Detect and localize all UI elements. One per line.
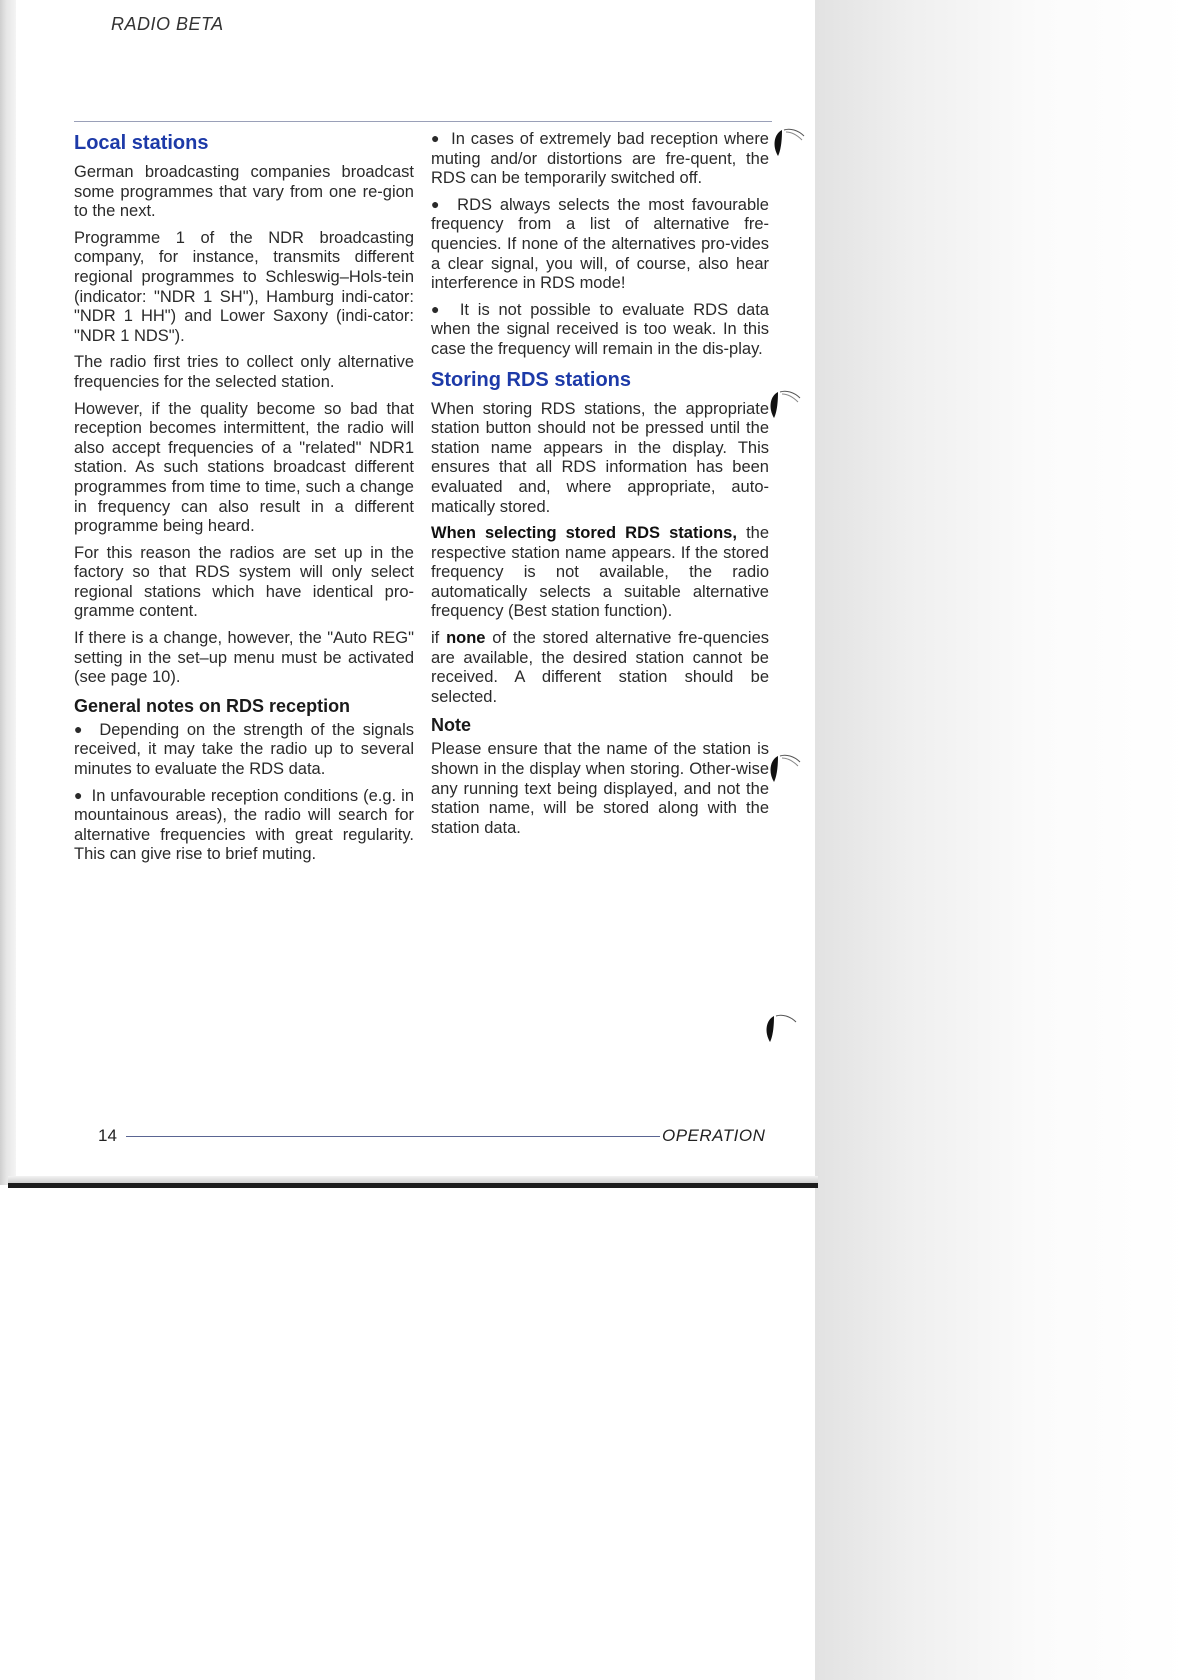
- selecting-text: the respective station name appears. If the stored frequency is not available, the radio automatically selects a suitable alternative frequency (Best station function).: [431, 524, 769, 621]
- paragraph: [431, 629, 769, 707]
- paragraph: If there is a change, however, the "Auto REG" setting in the set–up menu must be activated (see page 10).: [74, 629, 414, 687]
- local-stations-heading: Local stations: [74, 132, 209, 154]
- paragraph: Please ensure that the name of the station is shown in the display when storing. Other-wise any running text being displayed, and not the station name, will be stored along with the station data.: [431, 740, 769, 837]
- bullet-item: [431, 196, 769, 294]
- margin-marker-icon: [768, 124, 808, 164]
- bullet-text: In unfavourable reception conditions (e.g. in mountainous areas), the radio will search for alternative frequencies with great regularity. This can give rise to brief muting.: [74, 786, 414, 864]
- paragraph: However, if the quality become so bad that reception becomes intermittent, the radio will also accept frequencies of a "related" NDR1 station. As such stations broadcast different programmes from time to time, such a change in frequency can also result in a different programme being heard.: [74, 399, 414, 536]
- page-shadow: [815, 0, 1188, 1680]
- bullet-text: It is not possible to evaluate RDS data when the signal received is too weak. In this case the frequency will remain in the dis-play.: [431, 300, 769, 358]
- footer-rule: [126, 1136, 660, 1137]
- paragraph: When storing RDS stations, the appropriate station button should not be pressed until the station name appears in the display. This ensures that all RDS information has been evaluated and, where appropriate, auto-matically stored.: [431, 399, 769, 516]
- paragraph: For this reason the radios are set up in the factory so that RDS system will only select regional stations which have identical pro-gramme content.: [74, 543, 414, 621]
- paragraph: German broadcasting companies broadcast some programmes that vary from one re-gion to the next.: [74, 163, 414, 221]
- page-binding: [0, 0, 16, 1185]
- bullet-item: [431, 130, 769, 189]
- none-emphasis: none: [446, 629, 486, 648]
- bullet-text: Depending on the strength of the signals received, it may take the radio up to several minutes to evaluate the RDS data.: [74, 720, 414, 779]
- page-number: 14: [98, 1126, 117, 1145]
- bullet-item: [431, 301, 769, 360]
- general-notes-heading: General notes on RDS reception: [74, 695, 351, 716]
- page-bottom-edge: [8, 1183, 818, 1188]
- section-title: OPERATION: [662, 1126, 766, 1145]
- bullet-item: [74, 787, 414, 865]
- if-text: if: [431, 629, 440, 648]
- paragraph-text: of the stored alternative fre-quencies are available, the desired station cannot be received. A different station should be selected.: [431, 629, 769, 706]
- page-edge-highlight: [8, 1176, 818, 1183]
- margin-marker-icon: [764, 750, 804, 790]
- margin-marker-icon: [764, 386, 804, 426]
- left-column: [74, 130, 414, 872]
- bullet-text: RDS always selects the most favourable frequency from a list of alternative fre-quencies. If none of the alternatives pro-vides a clear signal, you will, of course, also hear interference in RDS mode!: [431, 195, 769, 293]
- paragraph: The radio first tries to collect only alternative frequencies for the selected station.: [74, 353, 414, 391]
- bullet-text: In cases of extremely bad reception where muting and/or distortions are fre-quent, the RDS can be temporarily switched off.: [431, 130, 769, 188]
- selecting-lead: When selecting stored RDS stations,: [431, 524, 737, 543]
- margin-marker-icon: [760, 1010, 800, 1050]
- bullet-item: [74, 721, 414, 780]
- paragraph: Programme 1 of the NDR broadcasting company, for instance, transmits different regional programmes to Schleswig–Hols-tein (indicator: "NDR 1 SH"), Hamburg indi-cator: "NDR 1 HH") and Lower Saxony (indi-cator: "NDR 1 NDS").: [74, 228, 414, 345]
- storing-rds-heading: Storing RDS stations: [431, 368, 632, 391]
- paragraph: [431, 524, 769, 622]
- running-title: RADIO BETA: [111, 14, 224, 34]
- note-heading: Note: [431, 715, 471, 736]
- right-column: [431, 130, 769, 845]
- top-rule: [74, 121, 772, 122]
